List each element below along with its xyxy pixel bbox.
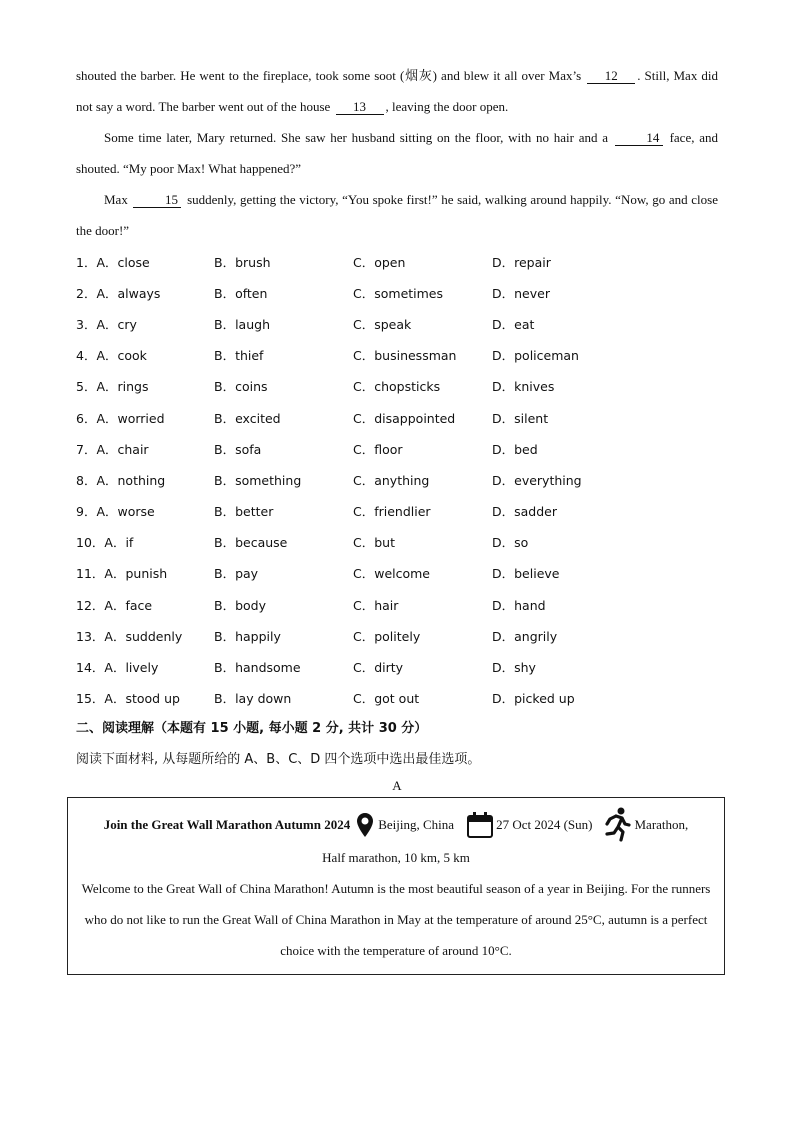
option-row (76, 589, 718, 620)
option-row (76, 308, 718, 339)
option-row (76, 683, 718, 714)
option-choice: 10．A．if (76, 535, 134, 551)
option-choice: B．happily (214, 628, 281, 644)
section-title: 二、阅读理解（本题有 15 小题, 每小题 2 分, 共计 30 分） (76, 720, 428, 736)
option-choice: D．silent (492, 410, 549, 426)
option-row (76, 558, 718, 589)
ad-events-b: Half marathon, 10 km, 5 km (322, 850, 470, 865)
option-row (76, 246, 718, 277)
option-choice: D．bed (492, 441, 538, 457)
option-choice: B．often (214, 285, 268, 301)
option-choice: B．laugh (214, 316, 270, 332)
option-choice: 9．A．worse (76, 504, 155, 520)
option-choice: 15．A．stood up (76, 691, 180, 707)
ad-header-line (68, 810, 724, 840)
option-choice: C．got out (353, 691, 420, 707)
option-choice: 12．A．face (76, 597, 153, 613)
option-choice: D．believe (492, 566, 560, 582)
option-choice: D．policeman (492, 348, 579, 364)
option-choice: D．sadder (492, 504, 557, 520)
option-choice: B．something (214, 472, 302, 488)
ad-location: Beijing, China (378, 817, 455, 832)
option-choice: 2．A．always (76, 285, 161, 301)
option-choice: 6．A．worried (76, 410, 165, 426)
ad-body: Welcome to the Great Wall of China Marathon! Autumn is the most beautiful season of a year in Beijing. For the runners who do not like to run the Great Wall of China Marathon in May at the temperature of around 25°C, autumn is a perfect choice with the temperature of around 10°C. (81, 881, 711, 958)
option-choice: 1．A．close (76, 254, 150, 270)
option-choice: D．repair (492, 254, 551, 270)
option-choice: C．open (353, 254, 406, 270)
option-choice: C．speak (353, 316, 412, 332)
option-choice: C．friendlier (353, 504, 431, 520)
option-choice: B．handsome (214, 660, 301, 676)
option-choice: C．chopsticks (353, 379, 441, 395)
option-choice: C．welcome (353, 566, 431, 582)
option-row (76, 371, 718, 402)
paragraph-1 (76, 60, 718, 122)
option-row (76, 340, 718, 371)
options-list (76, 246, 718, 714)
option-choice: D．eat (492, 316, 535, 332)
option-row (76, 651, 718, 682)
text-span: , leaving the door open. (385, 99, 509, 114)
option-choice: C．politely (353, 628, 421, 644)
runner-icon (601, 807, 631, 843)
ad-date: 27 Oct 2024 (Sun) (496, 817, 593, 832)
option-choice: D．hand (492, 597, 546, 613)
option-choice: 14．A．lively (76, 660, 159, 676)
option-choice: B．body (214, 597, 266, 613)
blank-15: 15 (133, 192, 181, 208)
option-choice: C．sometimes (353, 285, 444, 301)
paragraph-3 (76, 184, 718, 246)
text-span: face, and shouted. “My poor Max! What happened?” (76, 130, 718, 176)
instruction-text: 阅读下面材料, 从每题所给的 A、B、C、D 四个选项中选出最佳选项。 (76, 751, 481, 767)
option-choice: C．floor (353, 441, 403, 457)
option-choice: 8．A．nothing (76, 472, 166, 488)
option-row (76, 496, 718, 527)
option-choice: D．angrily (492, 628, 558, 644)
option-choice: C．businessman (353, 348, 457, 364)
option-row (76, 402, 718, 433)
document-page (76, 60, 718, 795)
option-choice: C．disappointed (353, 410, 456, 426)
option-choice: D．shy (492, 660, 536, 676)
option-choice: 4．A．cook (76, 348, 147, 364)
marathon-ad-box (67, 797, 725, 975)
calendar-icon (466, 811, 494, 839)
option-choice: 11．A．punish (76, 566, 168, 582)
option-choice: C．anything (353, 472, 430, 488)
text-span: suddenly, getting the victory, “You spoke first!” he said, walking around happily. “Now, go and close the door!” (76, 192, 718, 238)
option-row (76, 527, 718, 558)
text-span: Some time later, Mary returned. She saw her husband sitting on the floor, with no hair and a (104, 130, 613, 145)
option-row (76, 464, 718, 495)
paragraph-2 (76, 122, 718, 184)
option-choice: 3．A．cry (76, 316, 137, 332)
text-span: . Still, Max did not say a word. The barber went out of the house (76, 68, 718, 114)
option-choice: D．everything (492, 472, 582, 488)
blank-13: 13 (336, 99, 384, 115)
option-choice: C．but (353, 535, 395, 551)
ad-events-a: Marathon, (634, 817, 689, 832)
option-choice: D．knives (492, 379, 555, 395)
option-choice: B．thief (214, 348, 264, 364)
option-choice: 5．A．rings (76, 379, 149, 395)
option-row (76, 433, 718, 464)
option-choice: B．better (214, 504, 274, 520)
option-choice: D．picked up (492, 691, 575, 707)
option-choice: B．coins (214, 379, 268, 395)
text-span: Max (104, 192, 132, 207)
option-choice: D．so (492, 535, 529, 551)
option-choice: B．because (214, 535, 288, 551)
option-row (76, 620, 718, 651)
location-pin-icon (356, 812, 374, 838)
option-choice: B．brush (214, 254, 271, 270)
option-choice: B．sofa (214, 441, 262, 457)
option-row (76, 277, 718, 308)
option-choice: 13．A．suddenly (76, 628, 183, 644)
option-choice: B．excited (214, 410, 281, 426)
option-choice: B．lay down (214, 691, 292, 707)
option-choice: C．hair (353, 597, 399, 613)
option-choice: D．never (492, 285, 550, 301)
option-choice: 7．A．chair (76, 441, 149, 457)
blank-12: 12 (587, 68, 635, 84)
passage-letter: A (392, 777, 402, 793)
option-choice: C．dirty (353, 660, 404, 676)
text-span: shouted the barber. He went to the fireplace, took some soot (烟灰) and blew it all over Max’s (76, 68, 586, 83)
blank-14: 14 (615, 130, 663, 146)
option-choice: B．pay (214, 566, 259, 582)
ad-title: Join the Great Wall Marathon Autumn 2024 (103, 817, 351, 832)
